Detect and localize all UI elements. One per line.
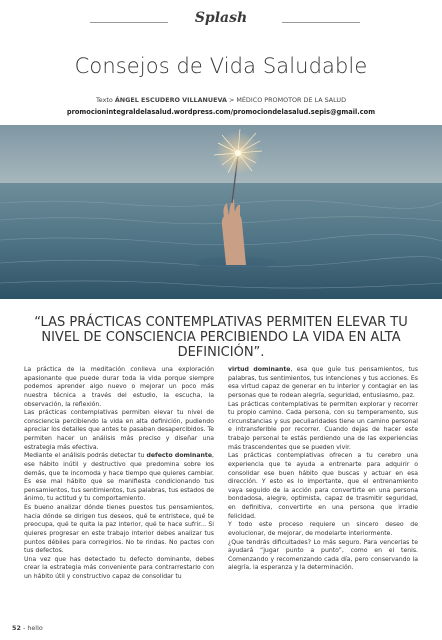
paragraph: Las prácticas contemplativas permiten elevar tu nivel de consciencia percibiendo la vida en alta definición, pudiendo apreciar los detalles que antes te pasaban desapercibidos. Te permiten hacer un análisis más preciso y diseñar una estrategia más efectiva. (24, 409, 214, 451)
paragraph: Las prácticas contemplativas te permiten explorar y recorrer tu propio camino. Cada persona, con su temperamento, sus circunstancias y sus peculiaridades tiene un camino personal e intransferible por recorrer. Cuando dejas de hacer este trabajo personal te estás perdiendo una de las experiencias más trascendentes que se pueden vivir. (228, 400, 418, 451)
byline-prefix: Texto (95, 96, 113, 104)
paragraph: Y todo este proceso requiere un sincero deseo de evolucionar, de mejorar, de modelarte interiormente. (228, 521, 418, 537)
byline-separator: > (228, 96, 235, 104)
paragraph: virtud dominante, esa que guíe tus pensamientos, tus palabras, tus sentimientos, tus intenciones y tus acciones. Es esa virtud capaz de generar en tu interior y contagiar en las personas que te rodean alegría, seguridad, entusiasmo, paz. (228, 366, 418, 399)
pull-quote: “LAS PRÁCTICAS CONTEMPLATIVAS PERMITEN ELEVAR TU NIVEL DE CONSCIENCIA PERCIBIENDO LA VIDA EN ALTA DEFINICIÓN”. (34, 315, 408, 360)
contact-links: promocionintegraldelasalud.wordpress.com/promociondelasalud.sepis@gmail.com (66, 108, 376, 116)
header-rule-right (282, 22, 360, 23)
page-footer (12, 624, 43, 632)
paragraph: Las prácticas contemplativas ofrecen a tu cerebro una experiencia que te ayuda a entrenarte para adquirir o consolidar ese buen hábito que buscas y actuar en esa dirección. Y esto es lo importante, que el entrenamiento vaya seguido de la acción para convertirte en una persona bondadosa, alegre, optimista, capaz de trasmitir seguridad, en definitiva, convertirte en una persona que irradie felicidad. (228, 452, 418, 520)
byline (0, 96, 442, 104)
section-label: Splash (194, 10, 248, 26)
author-name: ÁNGEL ESCUDERO VILLANUEVA (114, 96, 227, 104)
article-title: Consejos de Vida Saludable (74, 54, 368, 78)
body-column-left (24, 366, 214, 582)
sea-hand-sparkler-image (0, 125, 442, 299)
paragraph: Es bueno analizar dónde tienes puestos tus pensamientos, hacia dónde se dirigen tus deseos, qué te entristece, qué te preocupa, qué te quita la paz interior, qué te hace sufrir... Si quieres progresar en este trabajo interior debes analizar tus puntos débiles para corregirlos. No te rindas. No pactes con tus defectos. (24, 504, 214, 555)
magazine-name: hello (27, 624, 43, 632)
bold-term: defecto dominante (146, 452, 213, 460)
body-column-right (228, 366, 418, 573)
author-role: MÉDICO PROMOTOR DE LA SALUD (236, 96, 347, 104)
page-number: 52 (12, 624, 21, 632)
paragraph: La práctica de la meditación conlleva una exploración apasionante que puede durar toda la vida porque siempre podemos aprender algo nuevo o mejorar un poco más nuestra técnica a través del estudio, la escucha, la observación, la reflexión. (24, 366, 214, 408)
hero-photo (0, 125, 442, 299)
paragraph: ¿Que tendrás dificultades? Lo más seguro. Para vencerlas te ayudará “jugar punto a punto”, como en el tenis. Comenzando y recomenzando cada día, pero conservando la alegría, la esperanza y la determinación. (228, 538, 418, 572)
bold-term: virtud dominante (228, 366, 291, 373)
paragraph: Una vez que has detectado tu defecto dominante, debes crear la estrategia más conveniente para contrarrestarlo con un hábito útil y constructivo capaz de consolidar tu (24, 555, 214, 580)
paragraph: Mediante el análisis podrás detectar tu defecto dominante, ese hábito inútil y destructivo que predomina sobre los demás, que te incomoda y hace tiempo que quieres cambiar. Es ese mal hábito que se manifiesta condicionando tus pensamientos, tus sentimientos, tus palabras, tus estados de ánimo, tu actitud y tu comportamiento. (24, 452, 214, 503)
footer-separator: - (22, 624, 26, 632)
